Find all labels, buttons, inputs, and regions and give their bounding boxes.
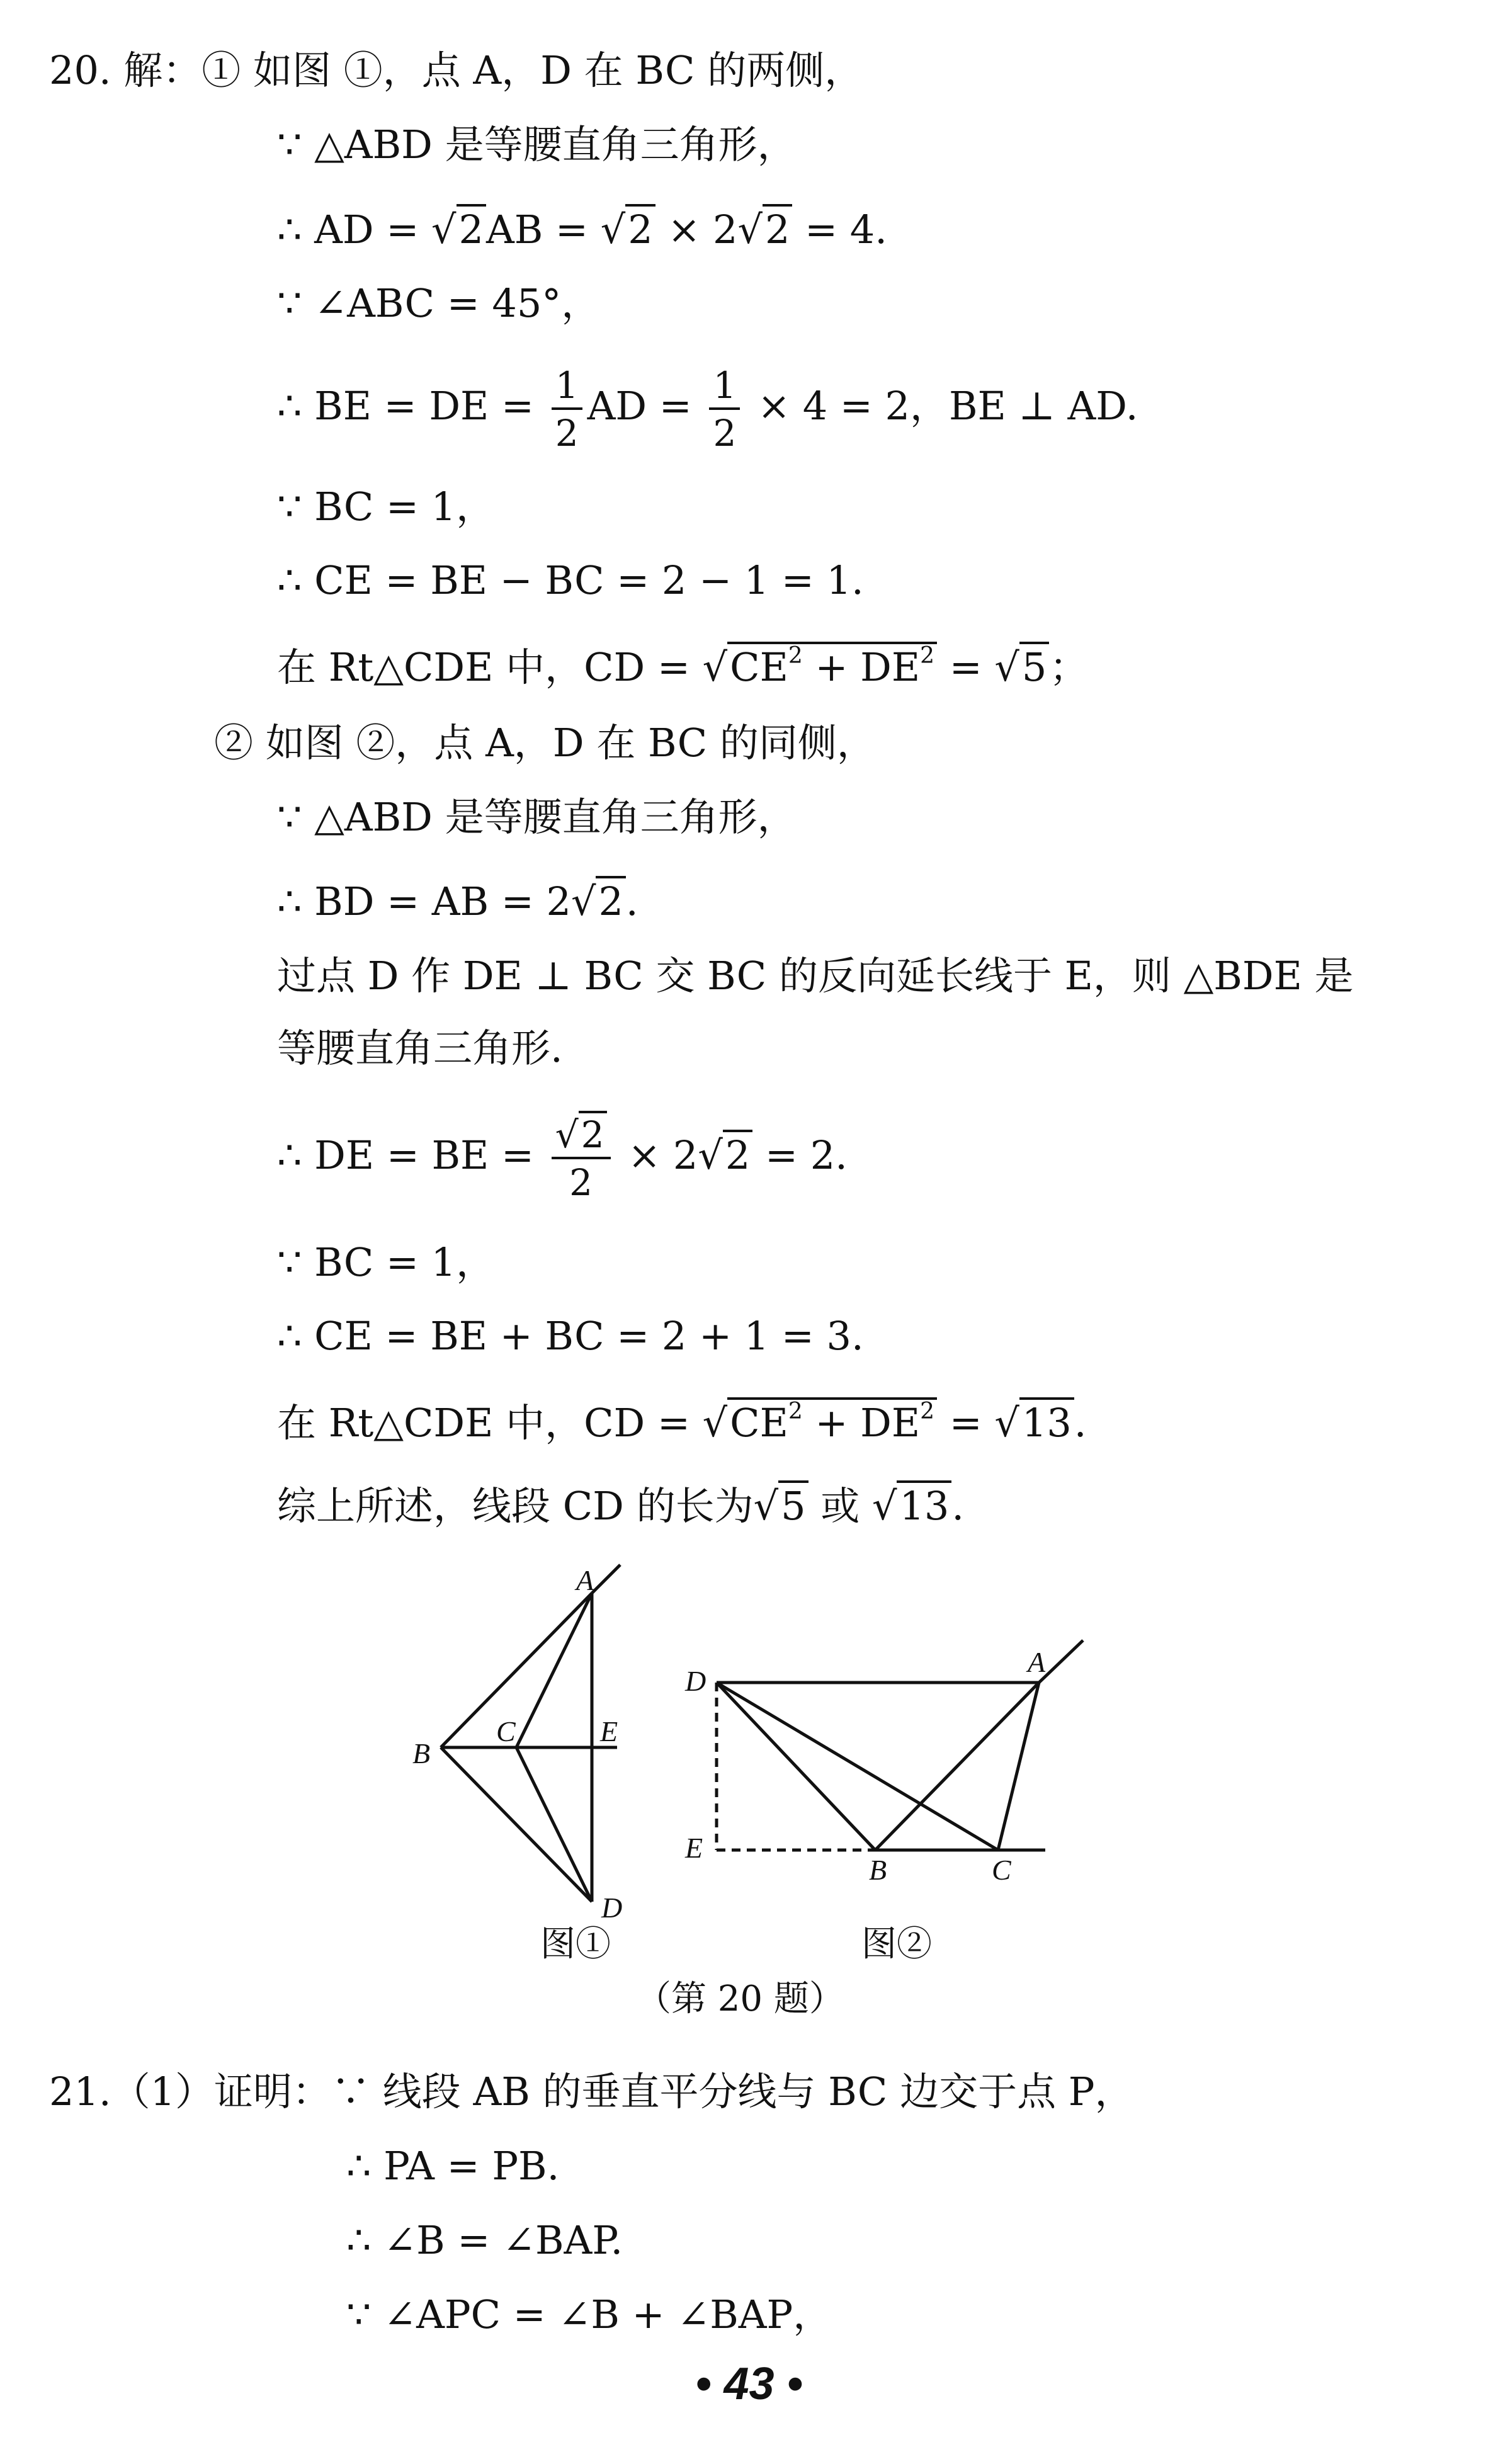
sqrt: √2 [698,1108,752,1203]
line-CA [998,1683,1039,1850]
case2-header: ② 如图 ②，点 A，D 在 BC 的同侧， [214,720,876,766]
case2-line6: ∵ BC = 1， [277,1239,496,1285]
sqrt: $√CE^2 + DE^2$ [703,1398,937,1448]
sqrt: √2 [601,205,655,255]
line-A-extension [1039,1640,1083,1683]
fraction: $\frac{1}{2}$ [709,367,740,451]
fig1-label-B: B [412,1737,431,1769]
case2-line4: 等腰直角三角形. [277,1025,563,1071]
case2-line7: ∴ CE = BE + BC = 2 + 1 = 3. [277,1313,864,1359]
sqrt: $√CE^2 + DE^2$ [703,642,937,693]
fig1-label-C: C [496,1715,516,1747]
sqrt: √2 [431,205,486,255]
fig2-label-C: C [992,1854,1011,1886]
page-number: • 43 • [695,2359,803,2409]
sqrt: √5 [994,642,1049,693]
line-BD [441,1747,592,1902]
case1-line1: ∵ △ABD 是等腰直角三角形， [277,122,797,167]
fraction: $\frac{1}{2}$ [552,367,582,451]
sqrt: √2 [571,877,626,927]
fraction: $\frac{√2}{2}$ [552,1116,611,1201]
sqrt: √5 [754,1481,809,1531]
case2-line5: ∴ DE = BE = $\frac{√2}{2}$ × 2√2 = 2. [277,1108,848,1203]
case1-line6: ∴ CE = BE − BC = 2 − 1 = 1. [277,557,864,603]
fig1-label-E: E [600,1715,618,1747]
case2-line9: 综上所述，线段 CD 的长为√5 或 √13. [277,1481,964,1531]
case1-line4: ∴ BE = DE = $\frac{1}{2}$ AD = $\frac{1}{2}$ × 4 = 2，BE ⊥ AD. [277,363,1138,455]
sqrt: √13 [872,1481,951,1531]
case2-line3: 过点 D 作 DE ⊥ BC 交 BC 的反向延长线于 E，则 △BDE 是 [277,953,1354,999]
problem-20-caption: （第 20 题） [636,1979,844,2019]
case1-line3: ∵ ∠ABC = 45°， [277,280,601,326]
case1-line5: ∵ BC = 1， [277,484,496,530]
fig1-label-D: D [601,1892,623,1924]
sqrt: √13 [994,1398,1074,1448]
problem-20-header: 20. 解：① 如图 ①，点 A，D 在 BC 的两侧， [49,47,864,93]
problem-21-line4: ∵ ∠APC = ∠B + ∠BAP， [346,2291,832,2337]
figure-2-caption: 图② [861,1924,932,1965]
line-BA [441,1593,592,1747]
line-DB [717,1683,875,1850]
fig2-label-D: D [685,1665,706,1697]
figure-1 [441,1565,620,1902]
problem-21-line3: ∴ ∠B = ∠BAP. [346,2217,623,2263]
case1-line2: ∴ AD = √2AB = √2 × 2√2 = 4. [277,205,887,255]
sqrt: √2 [555,1116,607,1153]
fig2-label-A: A [1028,1646,1046,1678]
case2-line8: 在 Rt△CDE 中，CD = $√CE^2 + DE^2 = √13$. [277,1398,1087,1448]
problem-21-line2: ∴ PA = PB. [346,2143,560,2189]
case2-line2: ∴ BD = AB = 2√2. [277,877,638,927]
fig1-label-A: A [576,1564,594,1596]
case1-line7: 在 Rt△CDE 中，CD = $√CE^2 + DE^2 = √5$； [277,642,1088,693]
line-CD [516,1747,592,1902]
sqrt: √2 [737,205,792,255]
line-CA [516,1593,592,1747]
case2-line1: ∵ △ABD 是等腰直角三角形， [277,794,797,840]
fig2-label-E: E [685,1832,703,1864]
fig2-label-B: B [869,1854,887,1886]
problem-21-line1: 21.（1）证明：∵ 线段 AB 的垂直平分线与 BC 边交于点 P， [49,2069,1134,2115]
line-A-extension [592,1565,620,1593]
figure-1-caption: 图① [540,1924,611,1965]
